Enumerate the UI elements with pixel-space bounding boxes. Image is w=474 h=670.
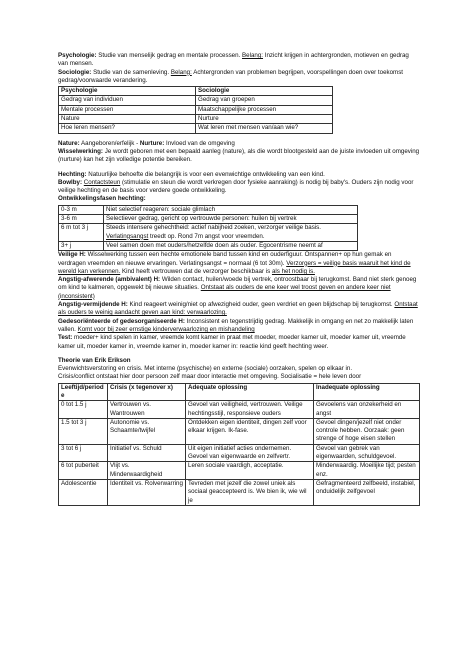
phase-age: 3-6 m [59,215,104,224]
table-row [59,444,420,462]
hechting-paragraph [58,171,420,179]
table-cell: Initiatief vs. Schuld [108,444,186,462]
table-row [59,124,333,133]
table-header-cell: Sociologie [196,87,333,96]
erikson-heading: Theorie van Erik Erikson [58,356,131,364]
table-cell: 3 tot 6 j [59,444,108,462]
table-cell: Gevoel van veiligheid, vertrouwen. Veilige hechtingsstijl, responsieve ouders [186,401,314,419]
psychologie-term: Psychologie: [58,52,97,59]
wisselwerking-paragraph [58,148,420,165]
gedesorganiseerde-underlined: Komt voor bij zeer ernstige kinderverwaarlozing en mishandeling [77,325,255,333]
veilige-hechting-rest: Kind heeft vertrouwen dat de verzorger beschikbaar is [120,267,272,275]
angstig-vermijdende-text: Kind reageert weinig/niet op afwezigheid ouder, geen verdriet en geen blijdschap bij terugkomst. [127,301,395,309]
test-paragraph [58,334,420,351]
phase-age: 6 m tot 3 j [59,224,104,242]
angstig-afwerende-text: Wilden contact, huilen/woede bij vertrek, ontroostbaar bij terugkomst. Band niet sterk genoeg om kind te kalmeren, opgewekt bij nieuwe situaties. [58,276,417,292]
table-cell: Autonomie vs. Schaamte/twijfel [108,418,186,444]
table-cell: Minderwaardig. Moeilijke tijd; pesten enz. [314,462,420,480]
table-cell: Tevreden met jezelf die zowel uniek als sociaal geaccepteerd is. We bien ik, wie wil je [186,479,314,505]
nurture-term: Nurture: [139,139,165,147]
sociologie-belang: Achtergronden van problemen begrijpen, voorspellingen doen over toekomst gedrag/voorwaarde verandering. [58,68,404,84]
veilige-hechting-underlined: Verzorgers = veilige basis waaruit het kind de wereld kan verkennen. [58,259,411,275]
bowlby-term: Bowlby: [58,178,83,186]
table-header-cell: Adequate oplossing [186,383,314,401]
sociologie-belang-label: Belang: [170,68,192,76]
table-cell: Mentale processen [59,105,196,114]
veilige-hechting-underlined-end: als het nodig is. [271,267,315,275]
sociologie-paragraph [58,69,420,86]
veilige-hechting-text: Wisselwerking tussen een hechte emotionele band tussen kind en ouderfiguur. Ontspannen+ op hun gemak en verdragen vreemden en nieuwe ervaringen. Verlatingsangst = normaal (6 tot 30m). [58,251,392,267]
document-page [58,52,420,506]
table-cell: Gefragmenteerd zelfbeeld, instabiel, onduidelijk zelfgevoel [314,479,420,505]
table-cell: Leren sociale vaardigh, acceptatie. [186,462,314,480]
table-cell: Identiteit vs. Rolverwarring [108,479,186,505]
verlatingsangst-text: Verlatingsangst [106,232,149,240]
test-text: moeder+ kind spelen in kamer, vreemde komt kamer in praat met moeder, moeder kamer uit, moeder kamer uit, vreemde kamer uit, moeder kamer in, vreemde kamer in, moeder kamer in: reactie kind geeft hechting weer. [58,334,406,350]
table-header-cell: Inadequate oplossing [314,383,420,401]
table-cell: Ontdekken eigen identiteit, dingen zelf voor elkaar krijgen. Ik-fase. [186,418,314,444]
table-header-cell: Psychologie [59,87,196,96]
table-cell: Gevoel dingen/jezelf niet onder controle hebben. Oorzaak: geen strenge of hoge eisen stellen [314,418,420,444]
phase-description: Veel samen doen met ouders/hetzelfde doen als ouder. Egocentrisme neemt af [104,241,358,250]
table-header-cell: Crisis (x tegenover x) [108,383,186,401]
hechting-term: Hechting: [58,170,87,178]
phase-age: 0-3 m [59,205,104,214]
gedesorganiseerde-paragraph [58,318,420,335]
table-cell: Nature [59,115,196,124]
psychologie-sociologie-table [58,86,333,133]
table-row [59,479,420,505]
angstig-vermijdende-underlined: Ontstaat als ouders te weinig aandacht geven aan kind: verwaarlozing. [58,301,418,317]
erikson-intro-line: Evenwichtsverstoring en crisis. Met interne (psychische) en externe (sociale) oorzaken, spelen op elkaar in. [58,365,353,373]
table-cell: Gedrag van individuen [59,96,196,105]
sociologie-term: Sociologie: [58,68,92,76]
table-row [59,418,420,444]
table-header-row [59,383,420,401]
table-row [59,401,420,419]
table-row [59,215,358,224]
hechting-phases-table [58,205,358,251]
table-cell: 6 tot puberteit [59,462,108,480]
contactsteun-text: Contactsteun [83,178,121,186]
table-cell: 0 tot 1.5 j [59,401,108,419]
table-row [59,115,333,124]
table-header-row [59,87,333,96]
angstig-vermijdende-term: Angstig-vermijdende H: [58,301,128,309]
psychologie-belang: Inzicht krijgen in achtergronden, motieven en gedrag van mensen. [58,52,409,68]
bowlby-definition: (stimulatie en steun die wordt verkregen door fysieke aanraking) is nodig bij baby's. Ouders zijn nodig voor veilige hechting en de basis voor verdere goede ontwikkeling. [58,178,414,195]
phase-description [104,224,358,242]
table-row [59,224,358,242]
erikson-socialisatie-line: Crisis/conflict ontstaat hier door persoon zelf maar door interactie met omgeving. Socialisatie = hele leven door [58,373,362,381]
angstig-vermijdende-paragraph [58,301,420,318]
table-cell: Wat leren met mensen van/aan wie? [196,124,333,133]
hechting-definition: Natuurlijke behoefte die belangrijk is voor een evenwichtige ontwikkeling van een kind. [86,170,325,178]
table-row [59,241,358,250]
table-cell: Gedrag van groepen [196,96,333,105]
table-cell: Hoe leren mensen? [59,124,196,133]
table-row [59,105,333,114]
wisselwerking-term: Wisselwerking: [58,147,103,155]
psychologie-belang-label: Belang: [242,52,264,59]
gedesorganiseerde-text: Inconsistent en tegenstrijdig gedrag. Makkelijk in omgang en net zo makkelijk laten vallen. [58,317,414,333]
table-cell: Vlijt vs. Minderwaardigheid [108,462,186,480]
nature-nurture-paragraph [58,140,420,148]
psychologie-definition: Studie van menselijk gedrag en mentale processen. [96,52,243,59]
psychologie-paragraph [58,52,420,69]
nurture-definition: Invloed van de omgeving [164,139,235,147]
angstig-afwerende-paragraph [58,276,420,301]
table-cell: Nurture [196,115,333,124]
nature-term: Nature: [58,139,80,147]
table-cell: Vertrouwen vs. Wantrouwen [108,401,186,419]
phase-description: Niet selectief reageren: sociale glimlach [104,205,358,214]
angstig-afwerende-term: Angstig-afwerende (ambivalent) H: [58,276,161,284]
phase-text-rest: treedt op. Rond 7m angst voor vreemden. [148,232,265,240]
erikson-stages-table [58,383,420,506]
table-cell: Adolescentie [59,479,108,505]
ontwikkelingsfasen-heading: Ontwikkelingsfasen hechting: [58,195,146,203]
test-term: Test: [58,334,73,342]
table-cell: 1.5 tot 3 j [59,418,108,444]
table-row [59,96,333,105]
phase-description: Selectiever gedrag, gericht op vertrouwde personen: huilen bij vertrek [104,215,358,224]
table-row [59,205,358,214]
phase-text: Steeds intensere gehechtheid: actief nabijheid zoeken, verzorger veilige basis. [106,224,321,232]
nature-definition: Aangeboren/erfelijk - [79,139,140,147]
table-row [59,462,420,480]
bowlby-paragraph [58,179,420,196]
sociologie-definition: Studie van de samenleving. [91,68,171,76]
gedesorganiseerde-term: Gedesoriënteerde of gedesorganiseerde H: [58,317,185,325]
table-cell: Maatschappelijke processen [196,105,333,114]
veilige-hechting-paragraph [58,251,420,276]
phase-age: 3+ j [59,241,104,250]
veilige-hechting-term: Veilige H: [58,251,86,259]
wisselwerking-definition: Je wordt geboren met een bepaald aanleg (nature), als die wordt blootgesteld aan de juiste invloeden uit omgeving (nurture) kan het zijn volledige potentie bereiken. [58,147,420,164]
table-header-cell: Leeftijd/period e [59,383,108,401]
table-cell: Uit eigen initiatief acties ondernemen. Gevoel van eigenwaarde en zelfvertr. [186,444,314,462]
table-cell: Gevoel van gebrek van eigenwaarden, schuldgevoel. [314,444,420,462]
angstig-afwerende-underlined: Ontstaat als ouders de ene keer wel troost geven en andere keer niet (inconsistent) [58,284,391,300]
table-cell: Gevoelens van onzekerheid en angst [314,401,420,419]
